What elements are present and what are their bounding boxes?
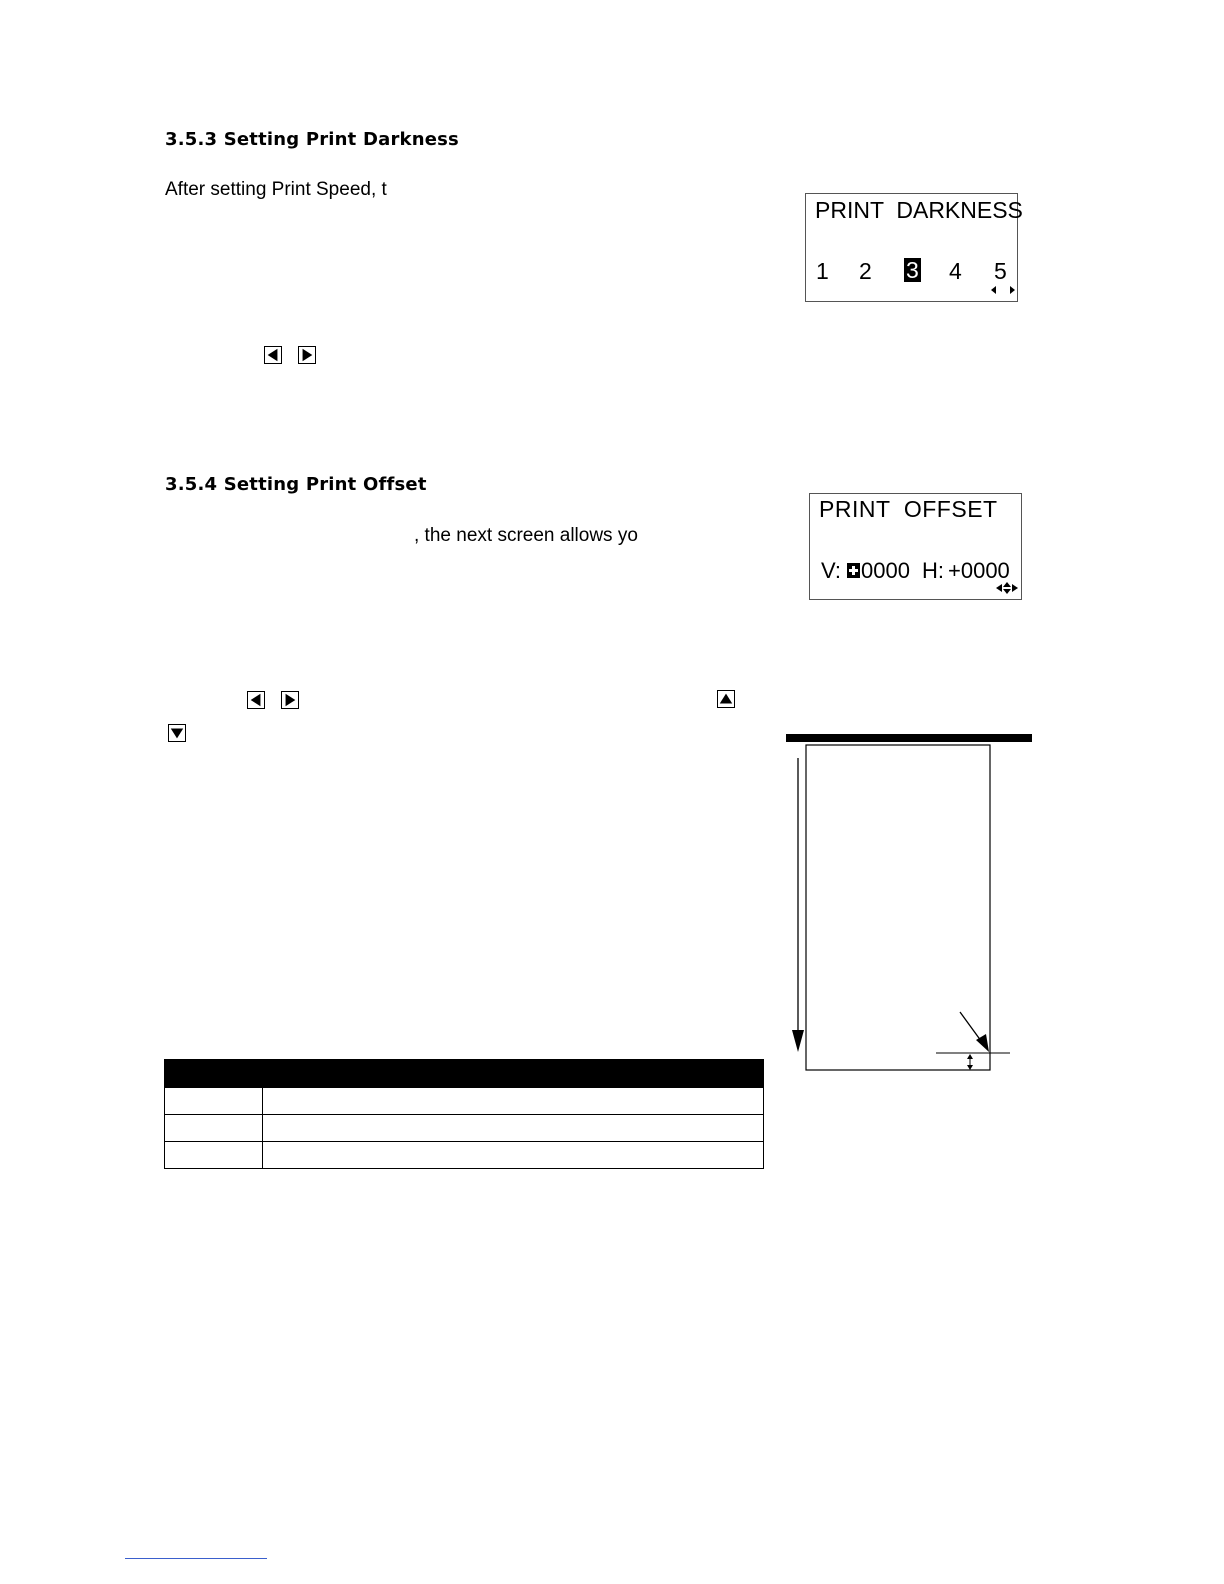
left-key-icon <box>264 346 282 364</box>
darkness-level-3-selected: 3 <box>906 257 919 283</box>
offset-paragraph: , the next screen allows yo <box>414 525 638 546</box>
label-outline <box>806 745 990 1070</box>
feed-direction-arrowhead <box>792 1030 804 1052</box>
up-key-icon <box>717 690 735 708</box>
lcd-print-darkness <box>805 193 1023 302</box>
table-row <box>165 1088 764 1115</box>
lcd-offset-title: PRINT OFFSET <box>819 496 998 522</box>
darkness-level-1: 1 <box>816 258 829 284</box>
print-head-bar <box>786 734 1032 742</box>
offset-gap-arrow-down <box>967 1065 973 1070</box>
section-heading-darkness: 3.5.3 Setting Print Darkness <box>165 129 459 150</box>
offset-table <box>164 1059 764 1169</box>
down-key-icon <box>168 724 186 742</box>
lcd-darkness-title: PRINT DARKNESS <box>815 197 1023 223</box>
offset-v-value: 0000 <box>861 558 910 583</box>
four-way-arrows-icon <box>996 582 1018 594</box>
table-cell <box>165 1088 263 1115</box>
table-header-cell <box>263 1060 764 1088</box>
offset-v-label: V: <box>821 558 841 583</box>
lcd-print-offset <box>809 493 1022 600</box>
table-header-row <box>165 1060 764 1088</box>
table-cell <box>263 1115 764 1142</box>
table-cell <box>165 1142 263 1169</box>
footer-link-underline[interactable] <box>125 1558 267 1559</box>
plus-icon <box>847 563 860 578</box>
darkness-paragraph: After setting Print Speed, t <box>165 179 387 200</box>
table-cell <box>263 1142 764 1169</box>
table-cell <box>263 1088 764 1115</box>
darkness-level-2: 2 <box>859 258 872 284</box>
right-key-icon <box>298 346 316 364</box>
label-offset-diagram <box>780 728 1040 1078</box>
right-key-icon <box>281 691 299 709</box>
darkness-level-4: 4 <box>949 258 962 284</box>
table-header-cell <box>165 1060 263 1088</box>
offset-gap-arrow-up <box>967 1054 973 1059</box>
section-heading-offset: 3.5.4 Setting Print Offset <box>165 474 427 495</box>
darkness-level-5: 5 <box>994 258 1007 284</box>
table-cell <box>165 1115 263 1142</box>
left-key-icon <box>247 691 265 709</box>
left-right-arrows-icon <box>991 285 1015 295</box>
offset-v-sign-cursor <box>847 563 860 578</box>
table-row <box>165 1115 764 1142</box>
offset-h-value: +0000 <box>948 558 1010 583</box>
offset-h-label: H: <box>922 558 944 583</box>
table-row <box>165 1142 764 1169</box>
